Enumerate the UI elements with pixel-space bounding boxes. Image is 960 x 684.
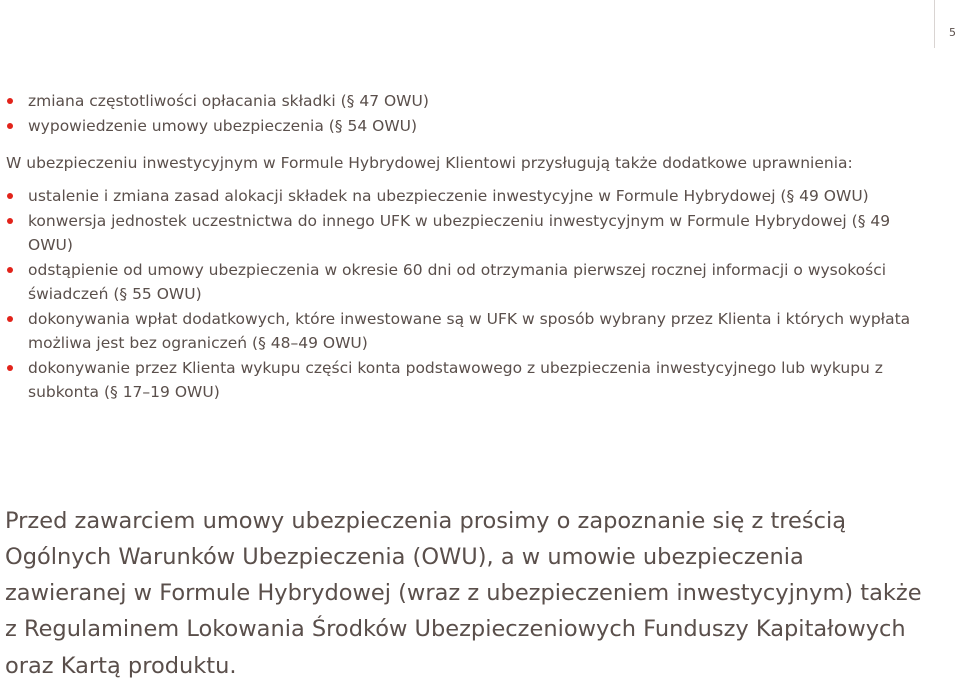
- bullet-dot-icon: [7, 365, 13, 371]
- list-item: [6, 307, 926, 356]
- list-item: [6, 89, 926, 114]
- bullet-dot-icon: [7, 267, 13, 273]
- additional-rights-intro: W ubezpieczeniu inwestycyjnym w Formule Hybrydowej Klientowi przysługują także dodatkowe uprawnienia:: [6, 154, 853, 172]
- list-item: [6, 209, 926, 258]
- bullet-dot-icon: [7, 123, 13, 129]
- closing-note: Przed zawarciem umowy ubezpieczenia prosimy o zapoznanie się z treścią Ogólnych Warunków Ubezpieczenia (OWU), a w umowie ubezpieczenia zawieranej w Formule Hybrydowej (wraz z ubezpieczeniem inwestycyjnym) także z Regulaminem Lokowania Środków Ubezpieczeniowych Funduszy Kapitałowych oraz Kartą produktu.: [5, 507, 922, 679]
- additional-rights-list: [6, 184, 926, 405]
- bullet-dot-icon: [7, 316, 13, 322]
- page-number: 5: [949, 26, 956, 39]
- page-number-divider: [934, 0, 935, 48]
- list-item-text: odstąpienie od umowy ubezpieczenia w okresie 60 dni od otrzymania pierwszej rocznej informacji o wysokości świadczeń (§ 55 OWU): [28, 260, 887, 303]
- bullet-dot-icon: [7, 193, 13, 199]
- list-item: [6, 258, 926, 307]
- list-item-text: dokonywania wpłat dodatkowych, które inwestowane są w UFK w sposób wybrany przez Klienta i których wypłata możliwa jest bez ograniczeń (§ 48–49 OWU): [28, 309, 911, 352]
- list-item-text: wypowiedzenie umowy ubezpieczenia (§ 54 OWU): [28, 116, 418, 135]
- list-item: [6, 356, 926, 405]
- list-item: [6, 184, 926, 209]
- list-item-text: dokonywanie przez Klienta wykupu części konta podstawowego z ubezpieczenia inwestycyjnego lub wykupu z subkonta (§ 17–19 OWU): [28, 358, 883, 401]
- list-item-text: konwersja jednostek uczestnictwa do innego UFK w ubezpieczeniu inwestycyjnym w Formule Hybrydowej (§ 49 OWU): [28, 211, 891, 254]
- list-item-text: ustalenie i zmiana zasad alokacji składek na ubezpieczenie inwestycyjne w Formule Hybrydowej (§ 49 OWU): [28, 187, 869, 205]
- bullet-dot-icon: [7, 98, 13, 104]
- top-bullet-list: [6, 89, 926, 138]
- list-item: [6, 114, 926, 139]
- list-item-text: zmiana częstotliwości opłacania składki (§ 47 OWU): [28, 92, 429, 110]
- bullet-dot-icon: [7, 218, 13, 224]
